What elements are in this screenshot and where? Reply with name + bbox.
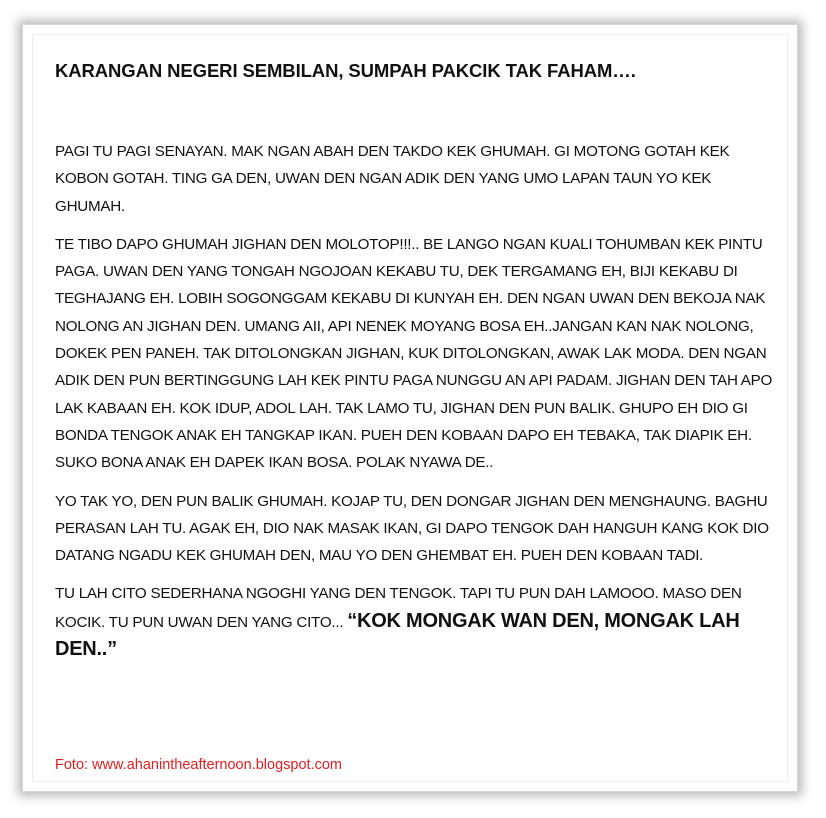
article: [55, 60, 780, 675]
paragraph-2: TE TIBO DAPO GHUMAH JIGHAN DEN MOLOTOP!!!.. BE LANGO NGAN KUALI TOHUMBAN KEK PINTU PAGA. UWAN DEN YANG TONGAH NGOJOAN KEKABU TU, DEK TERGAMANG EH, BIJI KEKABU DI TEGHAJANG EH. LOBIH SOGONGGAM KEKABU DI KUNYAH EH. DEN NGAN UWAN DEN BEKOJA NAK NOLONG AN JIGHAN DEN. UMANG AII, API NENEK MOYANG BOSA EH..JANGAN KAN NAK NOLONG, DOKEK PEN PANEH. TAK DITOLONGKAN JIGHAN, KUK DITOLONGKAN, AWAK LAK MODA. DEN NGAN ADIK DEN PUN BERTINGGUNG LAH KEK PINTU PAGA NUNGGU AN API PADAM. JIGHAN DEN TAH APO LAK KABAAN EH. KOK IDUP, ADOL LAH. TAK LAMO TU, JIGHAN DEN PUN BALIK. GHUPO EH DIO GI BONDA TENGOK ANAK EH TANGKAP IKAN. PUEH DEN KOBAAN DAPO EH TEBAKA, TAK DIAPIK EH. SUKO BONA ANAK EH DAPEK IKAN BOSA. POLAK NYAWA DE..: [55, 235, 773, 472]
closing-text: TU LAH CITO SEDERHANA NGOGHI YANG DEN TENGOK. TAPI TU PUN DAH LAMOOO. MASO DEN KOCIK. TU PUN UWAN DEN YANG CITO...: [55, 585, 742, 631]
page-title: KARANGAN NEGERI SEMBILAN, SUMPAH PAKCIK TAK FAHAM….: [55, 60, 636, 81]
closing-paragraph: [55, 580, 780, 664]
paragraph-3: YO TAK YO, DEN PUN BALIK GHUMAH. KOJAP TU, DEN DONGAR JIGHAN DEN MENGHAUNG. BAGHU PERASAN LAH TU. AGAK EH, DIO NAK MASAK IKAN, GI DAPO TENGOK DAH HANGUH KANG KOK DIO DATANG NGADU KEK GHUMAH DEN, MAU YO DEN GHEMBAT EH. PUEH DEN KOBAAN TADI.: [55, 492, 769, 565]
paragraph-1: PAGI TU PAGI SENAYAN. MAK NGAN ABAH DEN TAKDO KEK GHUMAH. GI MOTONG GOTAH KEK KOBON GOTAH. TING GA DEN, UWAN DEN NGAN ADIK DEN YANG UMO LAPAN TAUN YO KEK GHUMAH.: [55, 143, 730, 215]
closing-quote: “KOK MONGAK WAN DEN, MONGAK LAH DEN..”: [55, 609, 740, 661]
photo-credit: Foto: www.ahanintheafternoon.blogspot.com: [55, 757, 342, 773]
